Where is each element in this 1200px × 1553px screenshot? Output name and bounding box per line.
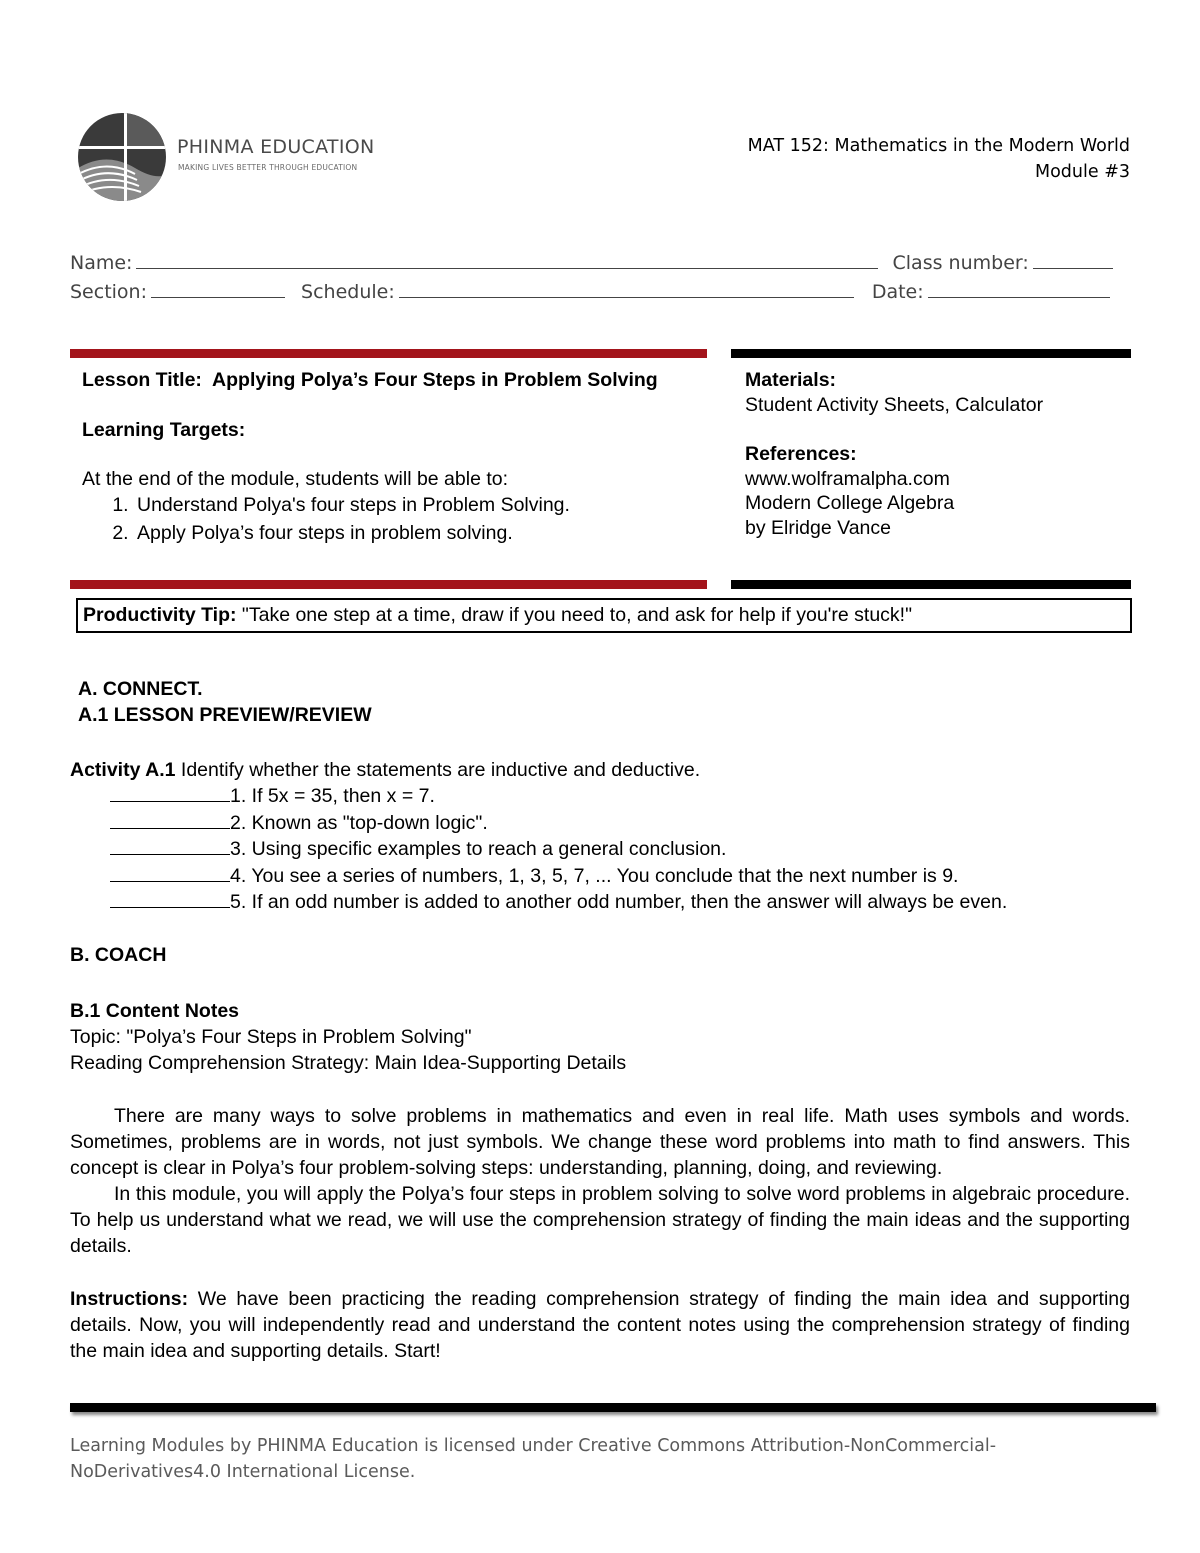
section-b-title: B. COACH	[70, 944, 167, 966]
target-item: 2. Apply Polya’s four steps in problem solving.	[134, 519, 702, 547]
activity-instruction: Identify whether the statements are inductive and deductive.	[180, 759, 701, 781]
paragraph-1: There are many ways to solve problems in mathematics and even in real life. Math uses symbols and words. Sometimes, problems are in words, not just symbols. We change these word problems into math to find answers. This concept is clear in Polya’s four problem-solving steps: understanding, planning, doing, and reviewing.	[70, 1105, 1130, 1179]
schedule-field[interactable]	[399, 279, 854, 298]
name-field[interactable]	[136, 250, 878, 269]
class-number-label: Class number:	[892, 252, 1029, 274]
activity-a1	[70, 757, 700, 783]
lesson-title: Lesson Title: Applying Polya’s Four Steps in Problem Solving	[82, 369, 658, 391]
footer-license: Learning Modules by PHINMA Education is licensed under Creative Commons Attribution-NonCommercial-NoDerivatives4.0 International License.	[70, 1436, 997, 1482]
instructions	[70, 1286, 1130, 1364]
module-number: Module #3	[1035, 162, 1130, 182]
answer-blank[interactable]	[110, 889, 230, 908]
content-notes-title: B.1 Content Notes	[70, 1000, 240, 1022]
name-label: Name:	[70, 252, 133, 274]
activity-items	[110, 783, 1007, 916]
globe-logo-icon	[75, 110, 175, 205]
footer-divider	[70, 1403, 1156, 1412]
class-number-field[interactable]	[1033, 250, 1113, 269]
learning-targets-heading: Learning Targets:	[82, 418, 246, 441]
course-title: MAT 152: Mathematics in the Modern World	[747, 136, 1130, 156]
paragraph-2: In this module, you will apply the Polya’s four steps in problem solving to solve word problems in algebraic procedure. To help us understand what we read, we will use the comprehension strategy of finding the main ideas and the supporting details.	[70, 1183, 1130, 1257]
target-item: 1. Understand Polya's four steps in Problem Solving.	[134, 491, 702, 519]
reference-link[interactable]: www.wolframalpha.com	[745, 467, 950, 490]
instructions-text: We have been practicing the reading comprehension strategy of finding the main idea and supporting details. Now, you will independently read and understand the content notes using the comprehension strategy of finding the main idea and supporting details. Start!	[70, 1288, 1130, 1362]
list-item: 2. Known as "top-down logic".	[110, 810, 1007, 837]
materials-heading: Materials:	[745, 369, 837, 391]
tip-text: "Take one step at a time, draw if you need to, and ask for help if you're stuck!"	[241, 604, 913, 626]
materials-text: Student Activity Sheets, Calculator	[745, 393, 1044, 416]
list-item: 1. If 5x = 35, then x = 7.	[110, 783, 1007, 810]
strategy: Reading Comprehension Strategy: Main Idea-Supporting Details	[70, 1052, 627, 1074]
instructions-label: Instructions:	[70, 1288, 189, 1310]
date-label: Date:	[871, 281, 924, 303]
reference-item: Modern College Algebra	[745, 492, 955, 514]
divider-red-top	[70, 349, 707, 358]
targets-intro: At the end of the module, students will be able to:	[82, 468, 509, 490]
list-item: 3. Using specific examples to reach a general conclusion.	[110, 836, 1007, 863]
divider-red-bottom	[70, 580, 707, 589]
logo-name: PHINMA EDUCATION	[177, 136, 375, 158]
divider-black-top	[731, 349, 1131, 358]
answer-blank[interactable]	[110, 836, 230, 855]
section-field[interactable]	[151, 279, 285, 298]
name-row	[70, 250, 1113, 274]
list-item: 5. If an odd number is added to another odd number, then the answer will always be even.	[110, 889, 1007, 916]
reference-item: by Elridge Vance	[745, 516, 891, 539]
section-a-title: A. CONNECT.	[78, 678, 203, 700]
course-header	[748, 133, 1130, 185]
materials-references	[745, 368, 1135, 540]
list-item: 4. You see a series of numbers, 1, 3, 5, 7, ... You conclude that the next number is 9.	[110, 863, 1007, 890]
productivity-tip-box	[76, 598, 1132, 633]
date-field[interactable]	[928, 279, 1110, 298]
logo-tagline: MAKING LIVES BETTER THROUGH EDUCATION	[178, 163, 358, 172]
references-heading: References:	[745, 443, 857, 465]
tip-label: Productivity Tip:	[83, 604, 237, 626]
lesson-info	[82, 368, 682, 442]
answer-blank[interactable]	[110, 783, 230, 802]
section-label: Section:	[70, 281, 147, 303]
topic: Topic: "Polya’s Four Steps in Problem Solving"	[70, 1026, 472, 1048]
activity-label: Activity A.1	[70, 759, 176, 781]
learning-targets	[82, 467, 702, 547]
answer-blank[interactable]	[110, 810, 230, 829]
answer-blank[interactable]	[110, 863, 230, 882]
section-a-subtitle: A.1 LESSON PREVIEW/REVIEW	[78, 704, 372, 726]
section-row	[70, 279, 1110, 303]
schedule-label: Schedule:	[301, 281, 395, 303]
divider-black-bottom	[731, 580, 1131, 589]
